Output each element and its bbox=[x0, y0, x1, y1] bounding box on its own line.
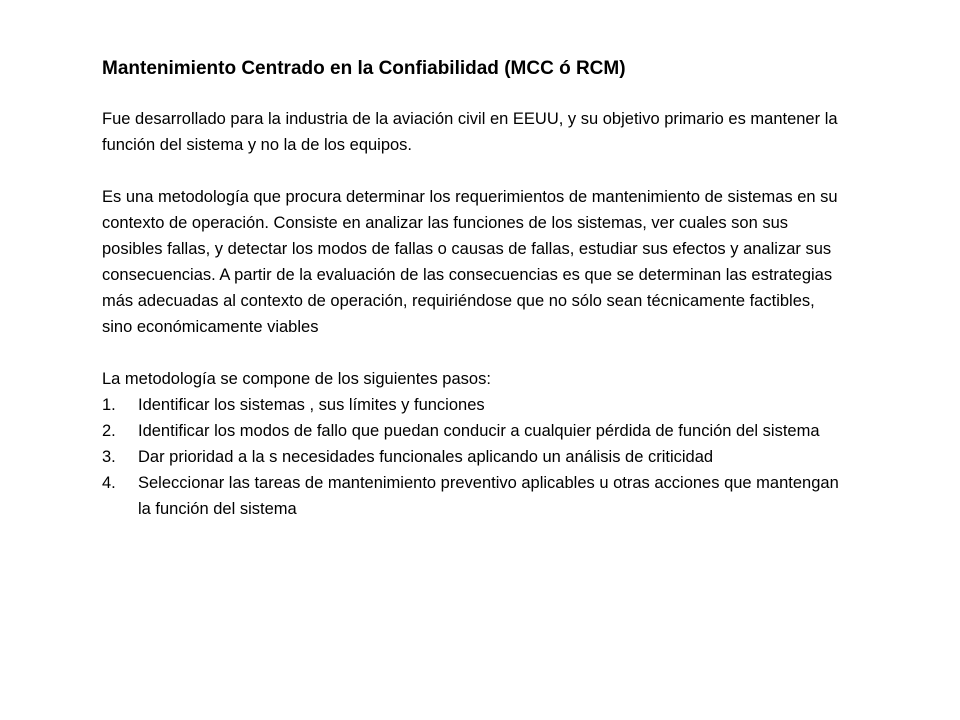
slide-title: Mantenimiento Centrado en la Confiabilidad (MCC ó RCM) bbox=[102, 58, 626, 79]
step-text: Dar prioridad a la s necesidades funcionales aplicando un análisis de criticidad bbox=[138, 448, 714, 466]
steps-intro: La metodología se compone de los siguientes pasos: bbox=[102, 370, 491, 388]
list-item bbox=[102, 444, 842, 470]
intro-paragraph: Fue desarrollado para la industria de la aviación civil en EEUU, y su objetivo primario es mantener la función del sistema y no la de los equipos. bbox=[102, 110, 838, 154]
step-number: 4. bbox=[102, 474, 116, 492]
list-item bbox=[102, 470, 842, 522]
step-number: 1. bbox=[102, 396, 116, 414]
steps-list bbox=[102, 392, 842, 522]
step-text: Identificar los modos de fallo que puedan conducir a cualquier pérdida de función del sistema bbox=[138, 422, 820, 440]
step-number: 3. bbox=[102, 448, 116, 466]
step-text: Identificar los sistemas , sus límites y funciones bbox=[138, 396, 485, 414]
methodology-paragraph: Es una metodología que procura determinar los requerimientos de mantenimiento de sistemas en su contexto de operación. Consiste en analizar las funciones de los sistemas, ver cuales son sus posibles fallas, y detectar los modos de fallas o causas de fallas, estudiar sus efectos y analizar sus consecuencias. A partir de la evaluación de las consecuencias es que se determinan las estrategias más adecuadas al contexto de operación, requiriéndose que no sólo sean técnicamente factibles, sino económicamente viables bbox=[102, 188, 838, 336]
list-item bbox=[102, 418, 842, 444]
slide-content bbox=[102, 56, 842, 522]
list-item bbox=[102, 392, 842, 418]
step-text: Seleccionar las tareas de mantenimiento preventivo aplicables u otras acciones que mantengan la función del sistema bbox=[138, 474, 839, 518]
step-number: 2. bbox=[102, 422, 116, 440]
